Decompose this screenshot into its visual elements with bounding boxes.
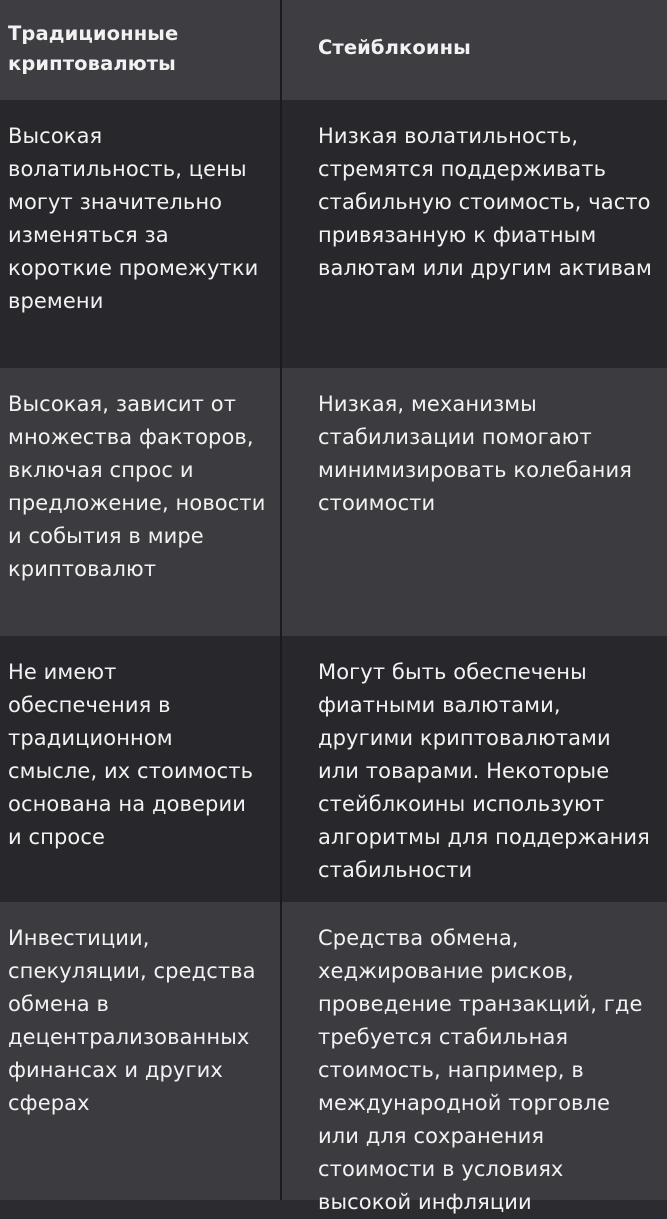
table-cell: Средства обмена, хеджирование рисков, проведение транзакций, где требуется стабильная стоимость, например, в международной торговле или для сохранения стоимости в условиях высокой инфляции — [282, 902, 667, 1200]
table-cell: Высокая, зависит от множества факторов, включая спрос и предложение, новости и события в мире криптовалют — [0, 368, 282, 636]
table-cell: Могут быть обеспечены фиатными валютами, другими криптовалютами или товарами. Некоторые стейблкоины используют алгоритмы для поддержания стабильности — [282, 636, 667, 902]
table-cell: Низкая волатильность, стремятся поддерживать стабильную стоимость, часто привязанную к фиатным валютам или другим активам — [282, 100, 667, 368]
table-cell: Инвестиции, спекуляции, средства обмена в децентрализованных финансах и других сферах — [0, 902, 282, 1200]
table-cell: Низкая, механизмы стабилизации помогают минимизировать колебания стоимости — [282, 368, 667, 636]
table-cell: Не имеют обеспечения в традиционном смысле, их стоимость основана на доверии и спросе — [0, 636, 282, 902]
table-cell: Высокая волатильность, цены могут значительно изменяться за короткие промежутки времени — [0, 100, 282, 368]
header-cell-traditional: Традиционные криптовалюты — [0, 0, 282, 100]
header-cell-stablecoins: Стейблкоины — [282, 0, 667, 100]
